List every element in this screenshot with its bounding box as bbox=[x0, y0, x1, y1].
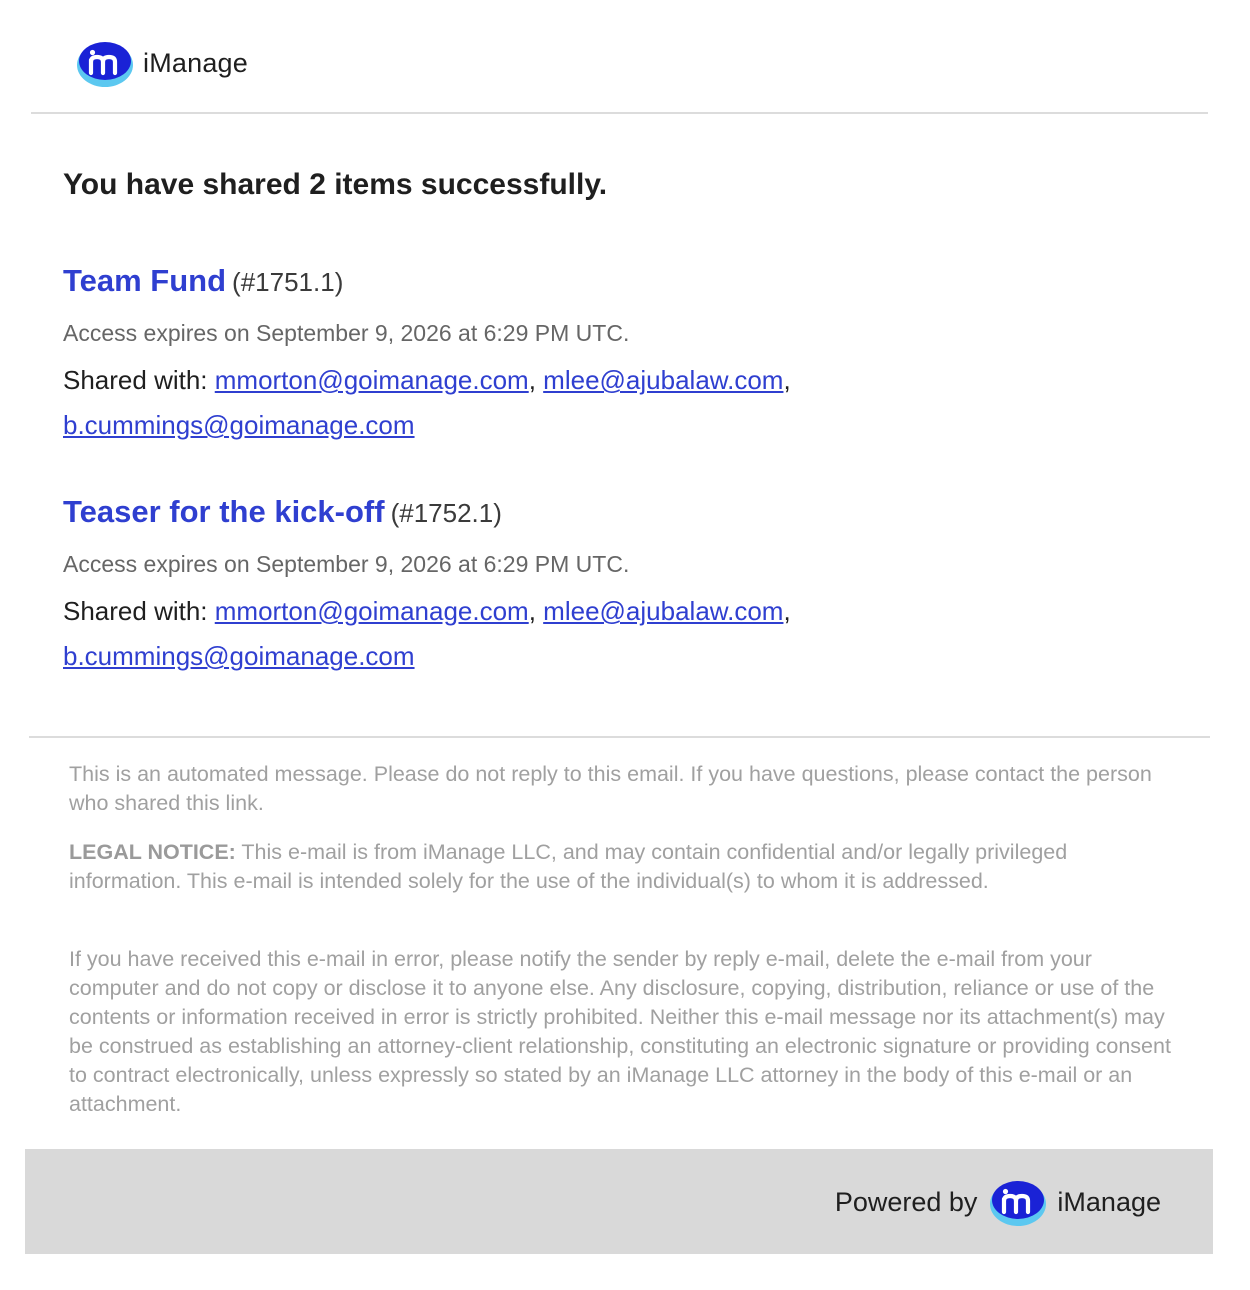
shared-with bbox=[63, 589, 863, 679]
recipient-separator: , bbox=[783, 596, 791, 626]
legal-notice-text: This e-mail is from iManage LLC, and may contain confidential and/or legally privileged information. This e-mail is intended solely for the use of the individual(s) to whom it is addressed. bbox=[69, 840, 1068, 893]
shared-with-label: Shared with: bbox=[63, 365, 215, 395]
email-header bbox=[0, 0, 1250, 113]
recipient-link[interactable]: mlee@ajubalaw.com bbox=[543, 365, 784, 395]
legal-notice bbox=[69, 838, 1179, 896]
shared-item bbox=[63, 493, 1193, 679]
item-title-row bbox=[63, 262, 1193, 306]
powered-by-brand: iManage bbox=[1057, 1186, 1161, 1217]
recipient-link[interactable]: b.cummings@goimanage.com bbox=[63, 641, 415, 671]
item-title-row bbox=[63, 493, 1193, 537]
powered-by-bar bbox=[25, 1149, 1213, 1254]
brand-logo[interactable] bbox=[75, 38, 248, 88]
access-expiry: Access expires on September 9, 2026 at 6:29 PM UTC. bbox=[63, 320, 630, 346]
shared-with-label: Shared with: bbox=[63, 596, 215, 626]
header-divider bbox=[31, 112, 1208, 114]
item-title-link[interactable]: Team Fund bbox=[63, 263, 227, 298]
item-title-link[interactable]: Teaser for the kick-off bbox=[63, 494, 385, 529]
recipient-separator: , bbox=[528, 365, 544, 395]
page-title: You have shared 2 items successfully. bbox=[63, 168, 608, 201]
recipient-link[interactable]: mmorton@goimanage.com bbox=[214, 365, 529, 395]
imanage-logo-icon bbox=[75, 38, 135, 88]
item-id: (#1751.1) bbox=[232, 267, 344, 297]
recipient-link[interactable]: mmorton@goimanage.com bbox=[214, 596, 529, 626]
item-id: (#1752.1) bbox=[390, 498, 502, 528]
powered-by-label: Powered by bbox=[834, 1186, 978, 1217]
imanage-logo-icon bbox=[987, 1177, 1049, 1227]
recipient-separator: , bbox=[783, 365, 791, 395]
access-expiry: Access expires on September 9, 2026 at 6:29 PM UTC. bbox=[63, 551, 630, 577]
legal-notice-label: LEGAL NOTICE: bbox=[69, 840, 236, 864]
error-notice: If you have received this e-mail in error, please notify the sender by reply e-mail, delete the e-mail from your computer and do not copy or disclose it to anyone else. Any disclosure, copying, distribution, reliance or use of the contents or information received in error is strictly prohibited. Neither this e-mail message nor its attachment(s) may be construed as establishing an attorney-client relationship, constituting an electronic signature or providing consent to contract electronically, unless expressly so stated by an iManage LLC attorney in the body of this e-mail or an attachment. bbox=[69, 947, 1171, 1116]
recipient-separator: , bbox=[528, 596, 544, 626]
recipient-link[interactable]: b.cummings@goimanage.com bbox=[63, 410, 415, 440]
powered-by[interactable] bbox=[835, 1177, 1161, 1227]
footer-divider bbox=[29, 736, 1210, 738]
recipient-link[interactable]: mlee@ajubalaw.com bbox=[543, 596, 784, 626]
shared-with bbox=[63, 358, 863, 448]
brand-name: iManage bbox=[143, 47, 248, 78]
automated-message: This is an automated message. Please do not reply to this email. If you have questions, please contact the person who shared this link. bbox=[69, 762, 1152, 815]
shared-item bbox=[63, 262, 1193, 448]
